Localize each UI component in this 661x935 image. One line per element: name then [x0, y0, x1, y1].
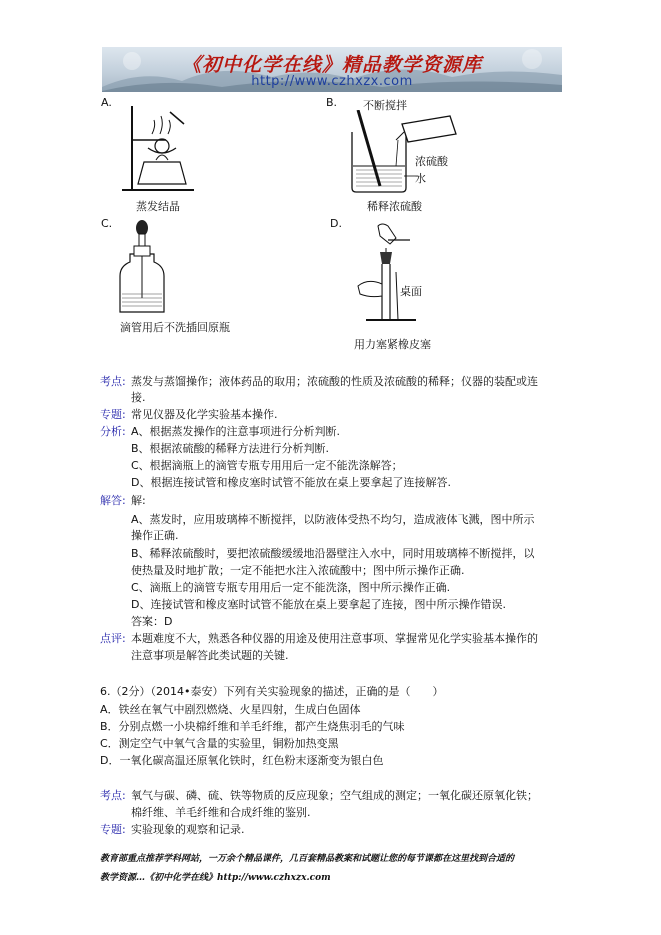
banner-url[interactable]: http://www.czhxzx.com [251, 74, 413, 89]
q5-jieda-line-4: 使热量及时地扩散；一定不能把水注入浓硫酸中；图中所示操作正确. [131, 564, 465, 577]
q6-zhuanti-text: 实验现象的观察和记录. [131, 823, 245, 836]
q6-zhuanti-tag: 专题: [100, 823, 126, 836]
q5-zhuanti-tag: 专题: [100, 408, 126, 421]
q6-stem: 6.（2分）（2014•泰安）下列有关实验现象的描述，正确的是（ ） [100, 685, 444, 698]
q5-fenxi-line-4: D、根据连接试管和橡皮塞时试管不能放在桌上要拿起了连接解答. [131, 476, 451, 489]
q5-jieda-line-2: 操作正确. [131, 529, 179, 542]
q5-kaodian-tag: 考点: [100, 375, 126, 388]
q5-dianping-line-1: 本题难度不大，熟悉各种仪器的用途及使用注意事项、掌握常见化学实验基本操作的 [131, 632, 538, 645]
q6-kaodian-line-1: 氧气与碳、磷、硫、铁等物质的反应现象；空气组成的测定；一氧化碳还原氧化铁； [131, 789, 538, 802]
figure-d-letter: D. [330, 217, 342, 230]
q5-answer: 答案：D [131, 615, 173, 628]
figure-b-dilution-illustration [346, 110, 466, 196]
q6-kaodian-line-2: 棉纤维、羊毛纤维和合成纤维的鉴别. [131, 806, 311, 819]
figure-b-label-water: 水 [415, 172, 426, 185]
q5-jieda-line-1: A、蒸发时，应用玻璃棒不断搅拌，以防液体受热不均匀，造成液体飞溅，图中所示 [131, 513, 535, 526]
q5-kaodian-line-2: 接. [131, 391, 146, 404]
figure-c-dropper-bottle-illustration [118, 218, 168, 316]
figure-b-label-stir: 不断搅拌 [363, 99, 407, 112]
q5-kaodian-line-1: 蒸发与蒸馏操作；液体药品的取用；浓硫酸的性质及浓硫酸的稀释；仪器的装配或连 [131, 375, 538, 388]
figure-b-caption: 稀释浓硫酸 [367, 200, 422, 213]
figure-a-letter: A. [101, 96, 112, 109]
figure-a-caption: 蒸发结晶 [136, 200, 180, 213]
figure-b-label-acid: 浓硫酸 [415, 155, 448, 168]
q6-option-d: D．一氧化碳高温还原氧化铁时，红色粉末逐渐变为银白色 [100, 754, 384, 767]
q5-jieda-tag: 解答: [100, 494, 126, 507]
q5-dianping-line-2: 注意事项是解答此类试题的关键. [131, 649, 289, 662]
q6-option-c: C．测定空气中氧气含量的实验里，铜粉加热变黑 [100, 737, 339, 750]
q5-jieda-line-3: B、稀释浓硫酸时，要把浓硫酸缓缓地沿器壁注入水中，同时用玻璃棒不断搅拌，以 [131, 547, 535, 560]
figure-d-caption: 用力塞紧橡皮塞 [354, 338, 431, 351]
q6-option-b: B．分别点燃一小块棉纤维和羊毛纤维，都产生烧焦羽毛的气味 [100, 720, 405, 733]
q5-jieda-line-6: D、连接试管和橡皮塞时试管不能放在桌上要拿起了连接，图中所示操作错误. [131, 598, 506, 611]
q5-zhuanti-text: 常见仪器及化学实验基本操作. [131, 408, 278, 421]
q6-kaodian-tag: 考点: [100, 789, 126, 802]
q6-option-a: A．铁丝在氧气中剧烈燃烧、火星四射，生成白色固体 [100, 703, 361, 716]
figure-d-stopper-illustration [352, 222, 422, 326]
footer-line-1: 教育部重点推荐学科网站，一万余个精品课件，几百套精品教案和试题让您的每节课都在这里找到合适的 [100, 854, 515, 864]
figure-c-caption: 滴管用后不洗插回原瓶 [120, 321, 230, 334]
q5-fenxi-line-3: C、根据滴瓶上的滴管专瓶专用用后一定不能洗涤解答； [131, 459, 403, 472]
q5-dianping-tag: 点评: [100, 632, 126, 645]
banner-title: 《初中化学在线》精品教学资源库 [181, 54, 482, 76]
q5-fenxi-line-2: B、根据浓硫酸的稀释方法进行分析判断. [131, 442, 330, 455]
q5-fenxi-tag: 分析: [100, 425, 126, 438]
q5-jieda-head: 解: [131, 494, 146, 507]
footer-line-2: 教学资源…《初中化学在线》http://www.czhxzx.com [100, 873, 331, 883]
header-banner [102, 47, 562, 92]
q5-fenxi-line-1: A、根据蒸发操作的注意事项进行分析判断. [131, 425, 341, 438]
q5-jieda-line-5: C、滴瓶上的滴管专瓶专用用后一定不能洗涤，图中所示操作正确. [131, 581, 451, 594]
figure-a-evaporation-illustration [118, 100, 198, 196]
figure-d-label-desk: 桌面 [400, 285, 422, 298]
figure-b-letter: B. [326, 96, 338, 109]
figure-c-letter: C. [101, 217, 113, 230]
